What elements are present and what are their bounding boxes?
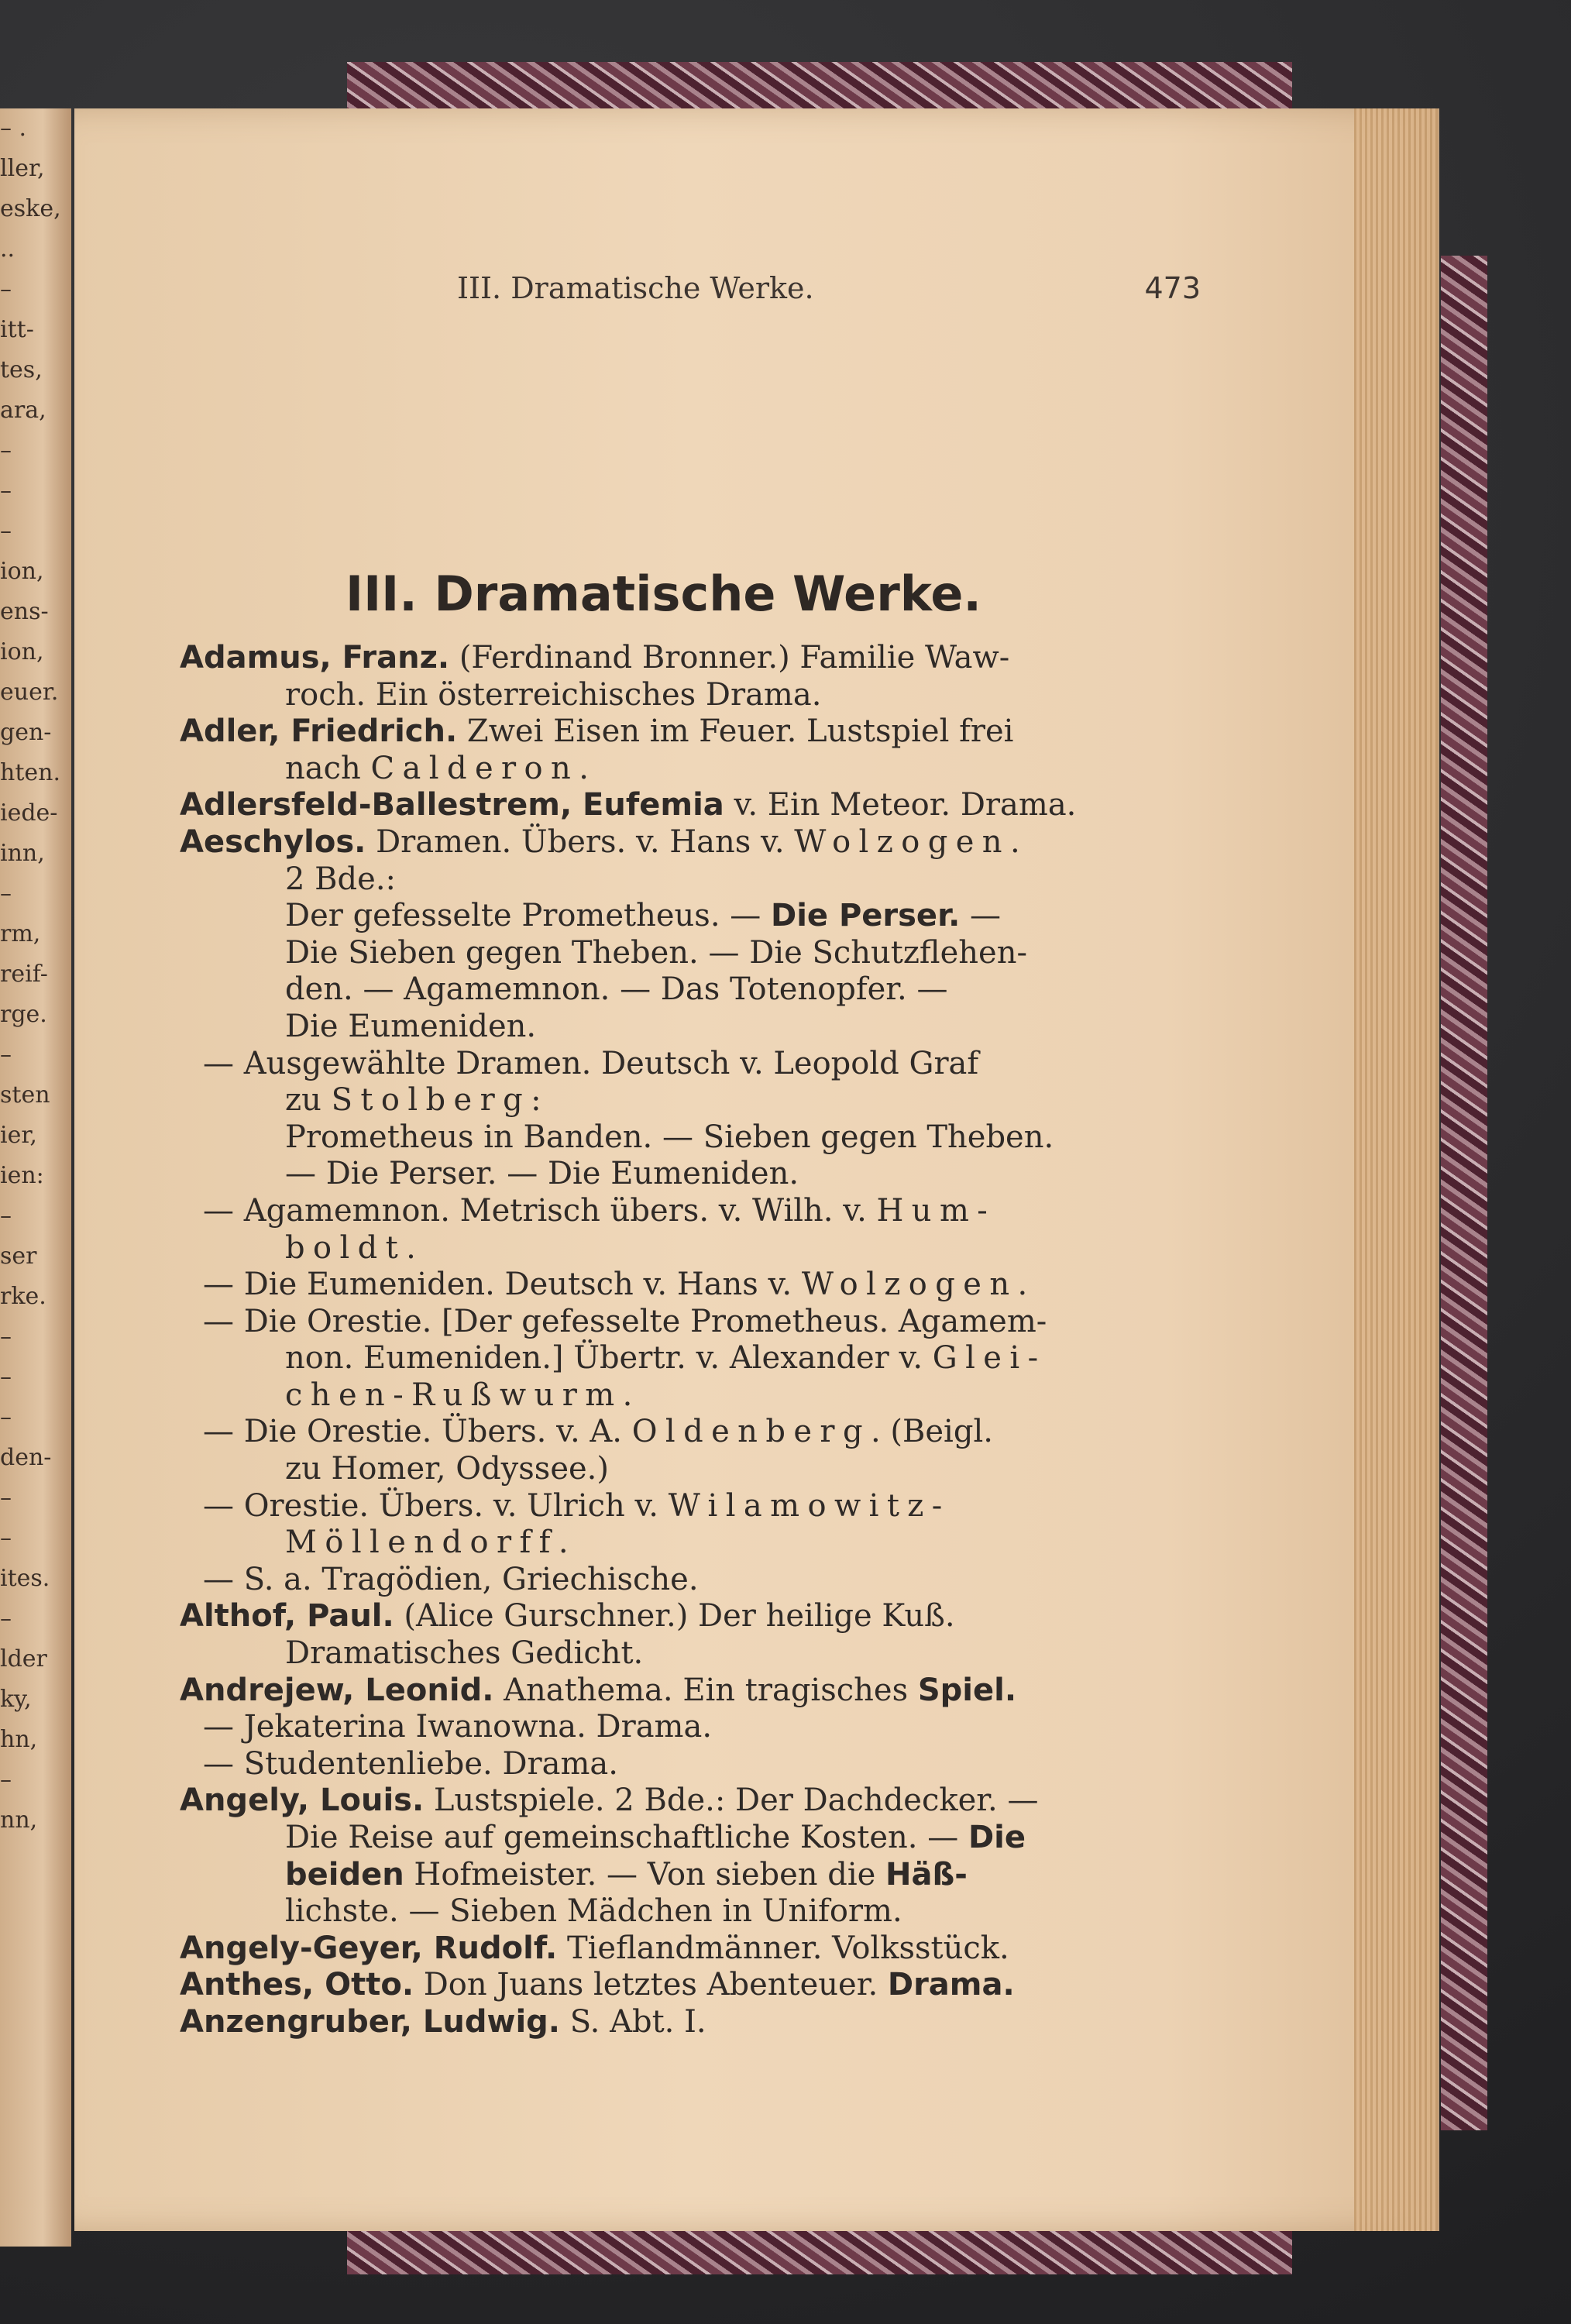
previous-page-fragment: hn,	[0, 1726, 38, 1753]
entry-line	[180, 898, 1179, 935]
entry-author: Adamus, Franz.	[180, 640, 450, 676]
previous-page-fragment: inn,	[0, 840, 45, 867]
previous-page-edge	[0, 108, 71, 2247]
entry-text: Hofmeister. — Von sieben die	[404, 1856, 886, 1893]
previous-page-fragment: euer.	[0, 679, 59, 706]
entry-text: v. Ein Meteor. Drama.	[724, 787, 1077, 823]
previous-page-fragment: ller,	[0, 155, 45, 182]
entry-line	[180, 1562, 1179, 1599]
entry-author: beiden	[285, 1856, 404, 1893]
entry-text: Tieflandmänner. Volksstück.	[557, 1930, 1009, 1966]
list-item	[180, 1562, 1179, 1599]
entry-author: Angely-Geyer, Rudolf.	[180, 1930, 558, 1966]
entry-text: Die Eumeniden.	[285, 1008, 537, 1044]
entry-text: (Alice Gurschner.) Der heilige Kuß.	[394, 1598, 955, 1635]
entry-line	[180, 824, 1179, 861]
spaced-name: Wilamowitz-	[668, 1487, 951, 1524]
list-item	[180, 1930, 1179, 1968]
spaced-name: Stolberg	[331, 1082, 531, 1119]
list-item	[180, 1673, 1179, 1710]
entry-text: .	[1009, 823, 1020, 860]
entry-line	[180, 1893, 1179, 1930]
previous-page-fragment: –	[0, 1605, 12, 1632]
list-item	[180, 824, 1179, 1046]
previous-page-fragment: itt-	[0, 316, 34, 343]
spaced-name: Möllendorff	[285, 1525, 559, 1561]
running-header-title: III. Dramatische Werke.	[457, 271, 814, 305]
entry-text: Die Sieben gegen Theben. — Die Schutzflehen-	[285, 934, 1027, 971]
entry-line	[180, 1673, 1179, 1710]
page-stack-edge	[1354, 108, 1439, 2231]
entry-author: Drama.	[887, 1967, 1015, 2003]
entry-text: .	[558, 1525, 569, 1561]
entry-line	[180, 2004, 1179, 2041]
entry-text: non. Eumeniden.] Übertr. v. Alexander v.	[285, 1340, 933, 1377]
entry-line	[180, 1082, 1179, 1119]
entry-author: Anzengruber, Ludwig.	[180, 2003, 560, 2040]
entry-text: Zwei Eisen im Feuer. Lustspiel frei	[457, 713, 1014, 750]
entry-text: — Die Perser. — Die Eumeniden.	[285, 1156, 799, 1192]
previous-page-fragment: iede-	[0, 799, 58, 827]
entry-line	[180, 1488, 1179, 1525]
spaced-name: chen-Rußwurm	[285, 1377, 623, 1413]
entry-line	[180, 1967, 1179, 2004]
entry-line	[180, 787, 1179, 824]
list-item	[180, 1746, 1179, 1783]
list-item	[180, 787, 1179, 824]
entry-author: Spiel.	[917, 1672, 1017, 1708]
entry-text: .	[406, 1229, 416, 1266]
spaced-name: Oldenberg	[631, 1414, 871, 1450]
entry-text: lichste. — Sieben Mädchen in Uniform.	[285, 1893, 902, 1930]
previous-page-fragment: ites.	[0, 1565, 50, 1592]
entry-text: Prometheus in Banden. — Sieben gegen Theben.	[285, 1119, 1054, 1155]
marbled-edge-bottom	[347, 2231, 1292, 2274]
entry-line	[180, 1598, 1179, 1635]
entry-line	[180, 677, 1179, 714]
entry-text: Don Juans letztes Abenteuer.	[414, 1967, 888, 2003]
entry-line	[180, 1267, 1179, 1304]
entry-line	[180, 1304, 1179, 1341]
entry-text: Die Reise auf gemeinschaftliche Kosten. —	[285, 1820, 968, 1855]
previous-page-fragment: lder	[0, 1645, 47, 1673]
entry-text: (Ferdinand Bronner.) Familie Waw-	[449, 640, 1010, 676]
entry-line	[180, 971, 1179, 1009]
entry-author: Aeschylos.	[180, 823, 366, 860]
previous-page-fragment: sten	[0, 1081, 50, 1109]
entry-text: — Agamemnon. Metrisch übers. v. Wilh. v.	[203, 1192, 877, 1229]
entry-text: — Die Orestie. Übers. v. A.	[203, 1414, 632, 1450]
entry-line	[180, 1377, 1179, 1415]
entry-line	[180, 861, 1179, 899]
entry-text: — Orestie. Übers. v. Ulrich v.	[203, 1487, 669, 1524]
previous-page-fragment: ien:	[0, 1162, 44, 1189]
running-header	[457, 271, 1201, 318]
previous-page-fragment: reif-	[0, 961, 48, 988]
list-item	[180, 1267, 1179, 1304]
previous-page-fragment: hten.	[0, 759, 60, 786]
entry-text: S. Abt. I.	[559, 2003, 706, 2040]
previous-page-fragment: ..	[0, 235, 15, 263]
previous-page-fragment: ion,	[0, 638, 44, 665]
previous-page-fragment: rm,	[0, 920, 41, 947]
previous-page-fragment: –	[0, 517, 12, 545]
previous-page-fragment: –	[0, 1404, 12, 1431]
entry-text: Dramatisches Gedicht.	[285, 1635, 644, 1672]
previous-page-fragment: nn,	[0, 1807, 38, 1834]
entry-line	[180, 1930, 1179, 1968]
page-number: 473	[1144, 271, 1201, 305]
marbled-edge-right	[1441, 256, 1487, 2130]
entry-text: Anathema. Ein tragisches	[493, 1672, 918, 1708]
previous-page-fragment: –	[0, 1202, 12, 1229]
entry-text: .	[622, 1377, 633, 1413]
entry-line	[180, 1119, 1179, 1157]
entry-text: — Die Eumeniden. Deutsch v. Hans v.	[203, 1267, 802, 1303]
entry-line	[180, 1783, 1179, 1820]
entry-text: —	[960, 898, 1001, 934]
list-item	[180, 713, 1179, 787]
spaced-name: Calderon	[370, 750, 579, 786]
entry-author: Althof, Paul.	[180, 1598, 394, 1635]
list-item	[180, 1414, 1179, 1487]
list-item	[180, 1046, 1179, 1193]
previous-page-fragment: –	[0, 1484, 12, 1511]
entry-line	[180, 1230, 1179, 1267]
bibliography-list	[180, 640, 1179, 2041]
entry-text: — Jekaterina Iwanowna. Drama.	[203, 1709, 713, 1745]
list-item	[180, 1304, 1179, 1415]
list-item	[180, 1709, 1179, 1746]
entry-line	[180, 713, 1179, 751]
list-item	[180, 1783, 1179, 1930]
entry-line	[180, 640, 1179, 677]
spaced-name: Wolzogen	[801, 1267, 1018, 1303]
list-item	[180, 1193, 1179, 1267]
entry-text: Der gefesselte Prometheus. —	[285, 898, 771, 934]
previous-page-fragment: –	[0, 276, 12, 303]
entry-text: — Die Orestie. [Der gefesselte Prometheus. Agamem-	[203, 1303, 1047, 1339]
previous-page-fragment: –	[0, 437, 12, 464]
entry-author: Anthes, Otto.	[180, 1967, 414, 2003]
entry-text: :	[531, 1082, 541, 1119]
entry-text: . (Beigl.	[870, 1414, 993, 1450]
entry-line	[180, 1746, 1179, 1783]
previous-page-fragment: gen-	[0, 719, 52, 746]
previous-page-fragment: –	[0, 1525, 12, 1552]
previous-page-fragment: –	[0, 1363, 12, 1391]
entry-author: Die	[968, 1820, 1026, 1855]
entry-author: Adlersfeld-Ballestrem, Eufemia	[180, 787, 724, 823]
previous-page-fragment: rge.	[0, 1001, 47, 1028]
entry-text: — Studentenliebe. Drama.	[203, 1745, 618, 1782]
section-title: III. Dramatische Werke.	[345, 566, 981, 622]
list-item	[180, 1598, 1179, 1672]
entry-line	[180, 1340, 1179, 1377]
previous-page-fragment: den-	[0, 1444, 52, 1471]
entry-text: 2 Bde.:	[285, 861, 397, 897]
entry-author: Die Perser.	[770, 898, 961, 934]
entry-line	[180, 1635, 1179, 1673]
entry-line	[180, 1156, 1179, 1193]
entry-text: Dramen. Übers. v. Hans v.	[366, 823, 795, 860]
entry-text: Lustspiele. 2 Bde.: Der Dachdecker. —	[424, 1783, 1039, 1819]
entry-text: .	[579, 750, 589, 786]
entry-text: nach	[285, 750, 371, 786]
entry-line	[180, 1009, 1179, 1046]
spaced-name: Wolzogen	[794, 823, 1010, 860]
previous-page-fragment: ky,	[0, 1686, 32, 1713]
entry-line	[180, 1414, 1179, 1451]
entry-author: Adler, Friedrich.	[180, 713, 458, 750]
entry-text: — S. a. Tragödien, Griechische.	[203, 1561, 699, 1597]
entry-text: zu	[285, 1082, 332, 1119]
spaced-name: Glei-	[932, 1340, 1047, 1377]
entry-line	[180, 1046, 1179, 1083]
previous-page-fragments	[0, 108, 71, 2247]
previous-page-fragment: ier,	[0, 1122, 37, 1149]
entry-line	[180, 1709, 1179, 1746]
list-item	[180, 640, 1179, 713]
entry-author: Andrejew, Leonid.	[180, 1672, 494, 1708]
entry-text: — Ausgewählte Dramen. Deutsch v. Leopold Graf	[203, 1045, 979, 1081]
previous-page-fragment: eske,	[0, 195, 61, 222]
previous-page-fragment: ser	[0, 1243, 37, 1270]
previous-page-fragment: rke.	[0, 1283, 46, 1310]
previous-page-fragment: –	[0, 880, 12, 907]
previous-page-fragment: –	[0, 1323, 12, 1350]
list-item	[180, 1488, 1179, 1562]
previous-page-fragment: –	[0, 1766, 12, 1793]
previous-page-fragment: – .	[0, 115, 27, 142]
spaced-name: boldt	[285, 1229, 407, 1266]
entry-text: zu Homer, Odyssee.)	[285, 1451, 609, 1487]
previous-page-fragment: ion,	[0, 558, 44, 585]
previous-page-fragment: ara,	[0, 397, 46, 424]
entry-text: den. — Agamemnon. — Das Totenopfer. —	[285, 971, 948, 1008]
entry-line	[180, 1857, 1179, 1894]
entry-line	[180, 1820, 1179, 1857]
entry-line	[180, 1193, 1179, 1230]
entry-text: roch. Ein österreichisches Drama.	[285, 676, 822, 713]
previous-page-fragment: –	[0, 1041, 12, 1068]
previous-page-fragment: tes,	[0, 356, 43, 383]
entry-text: .	[1017, 1267, 1028, 1303]
entry-author: Häß-	[885, 1856, 968, 1893]
entry-line	[180, 751, 1179, 788]
entry-line	[180, 1451, 1179, 1488]
previous-page-fragment: –	[0, 477, 12, 504]
entry-line	[180, 935, 1179, 972]
entry-line	[180, 1525, 1179, 1562]
list-item	[180, 2004, 1179, 2041]
list-item	[180, 1967, 1179, 2004]
spaced-name: Hum-	[876, 1192, 996, 1229]
entry-author: Angely, Louis.	[180, 1783, 425, 1819]
previous-page-fragment: ens-	[0, 598, 49, 625]
